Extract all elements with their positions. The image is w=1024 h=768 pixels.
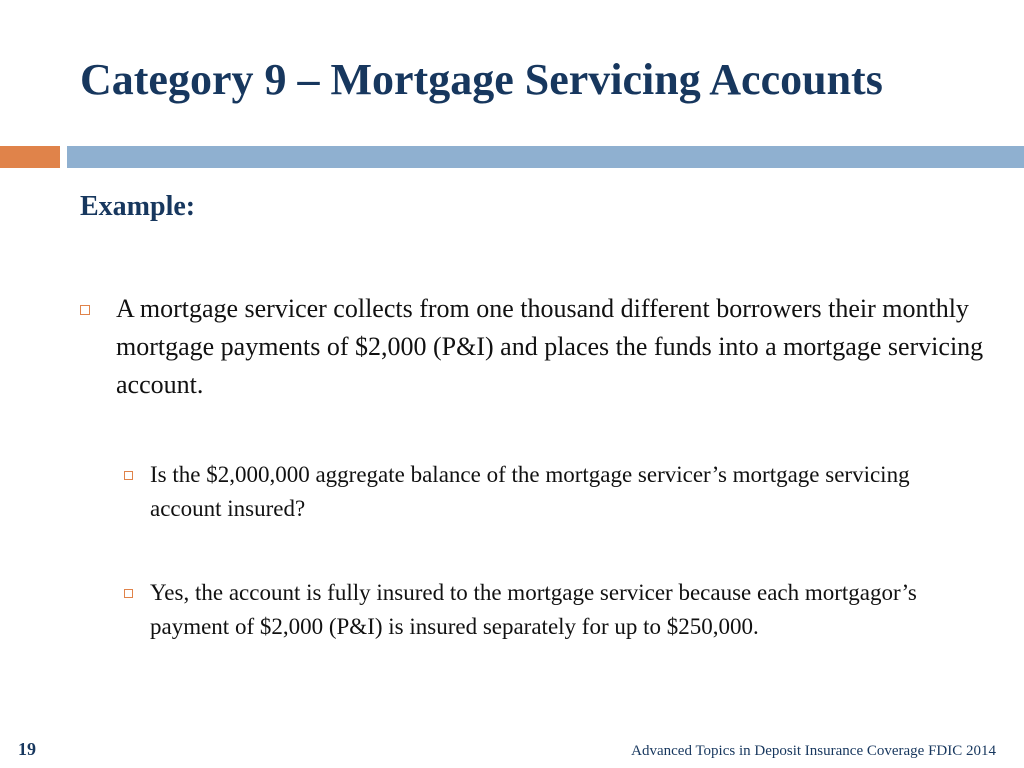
sub-bullet-text: Is the $2,000,000 aggregate balance of the mortgage servicer’s mortgage servicing account insured? [150,462,910,521]
sub-bullet-item [150,576,970,644]
bullet-text: A mortgage servicer collects from one thousand different borrowers their monthly mortgage payments of $2,000 (P&I) and places the funds into a mortgage servicing account. [116,294,984,399]
bullet-item [116,290,986,404]
slide-title: Category 9 – Mortgage Servicing Accounts [80,55,883,104]
hollow-square-bullet-icon [80,305,90,315]
sub-bullet-text: Yes, the account is fully insured to the mortgage servicer because each mortgagor’s payment of $2,000 (P&I) is insured separately for up to $250,000. [150,580,917,639]
page-number: 19 [18,739,36,759]
hollow-square-bullet-icon [124,589,133,598]
footer-text: Advanced Topics in Deposit Insurance Coverage FDIC 2014 [631,743,996,759]
sub-bullet-item [150,458,910,526]
title-underline-accent-orange [0,146,60,168]
hollow-square-bullet-icon [124,471,133,480]
title-underline-accent-blue [67,146,1024,168]
example-heading: Example: [80,191,196,222]
